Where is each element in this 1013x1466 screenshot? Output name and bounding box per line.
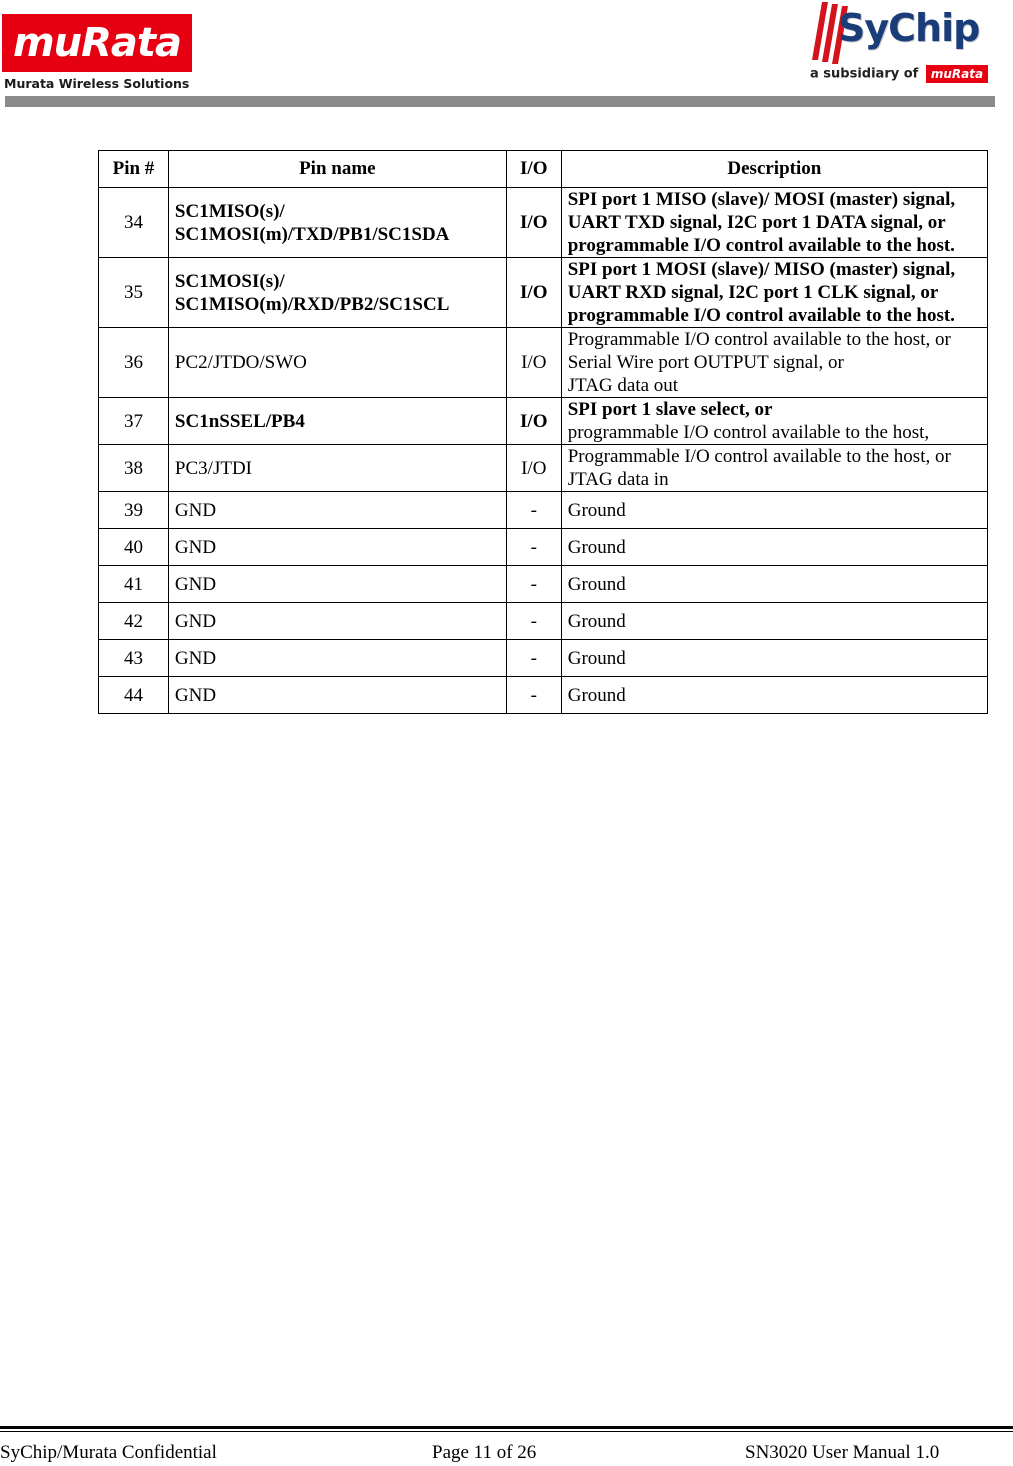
pin-description: Ground: [561, 640, 987, 677]
pin-description: Programmable I/O control available to the host, or Serial Wire port OUTPUT signal, or JTAG data out: [561, 328, 987, 398]
header-divider-bar: [5, 96, 995, 107]
pin-number: 36: [99, 328, 169, 398]
pin-io: -: [506, 566, 561, 603]
table-row: [99, 328, 988, 398]
murata-logo: [2, 14, 194, 94]
pin-name: SC1MISO(s)/ SC1MOSI(m)/TXD/PB1/SC1SDA: [168, 188, 506, 258]
pin-name: GND: [168, 492, 506, 529]
pin-description: Ground: [561, 529, 987, 566]
pin-description: Ground: [561, 603, 987, 640]
sychip-tagline-murata-mark: muRata: [926, 65, 988, 83]
pin-description: SPI port 1 MISO (slave)/ MOSI (master) signal, UART TXD signal, I2C port 1 DATA signal, or programmable I/O control available to the host.: [561, 188, 987, 258]
table-row: [99, 258, 988, 328]
pin-description: SPI port 1 MOSI (slave)/ MISO (master) signal, UART RXD signal, I2C port 1 CLK signal, or programmable I/O control available to the host.: [561, 258, 987, 328]
pin-name: PC3/JTDI: [168, 445, 506, 492]
pin-io: I/O: [506, 328, 561, 398]
table-row: [99, 398, 988, 445]
footer-divider: [0, 1426, 1013, 1429]
table-row: [99, 677, 988, 714]
pin-name: GND: [168, 640, 506, 677]
header-pin-name: Pin name: [168, 151, 506, 188]
pin-name: SC1MOSI(s)/ SC1MISO(m)/RXD/PB2/SC1SCL: [168, 258, 506, 328]
table-row: [99, 529, 988, 566]
pin-number: 35: [99, 258, 169, 328]
pin-description: Ground: [561, 566, 987, 603]
footer-divider-thin: [0, 1431, 1013, 1432]
murata-logo-mark: muRata: [2, 14, 192, 72]
pin-name: GND: [168, 677, 506, 714]
table-row: [99, 188, 988, 258]
pin-name: GND: [168, 603, 506, 640]
pin-io: I/O: [506, 445, 561, 492]
pin-number: 42: [99, 603, 169, 640]
pin-name: GND: [168, 566, 506, 603]
pin-io: I/O: [506, 258, 561, 328]
pin-number: 34: [99, 188, 169, 258]
pin-description: Ground: [561, 677, 987, 714]
table-header-row: [99, 151, 988, 188]
footer-document-title: SN3020 User Manual 1.0: [745, 1442, 940, 1463]
header-io: I/O: [506, 151, 561, 188]
pin-io: -: [506, 603, 561, 640]
pin-name: SC1nSSEL/PB4: [168, 398, 506, 445]
header-description: Description: [561, 151, 987, 188]
pin-io: -: [506, 677, 561, 714]
pin-io: I/O: [506, 398, 561, 445]
pin-io: -: [506, 640, 561, 677]
pin-number: 41: [99, 566, 169, 603]
pin-table: [98, 150, 988, 714]
pin-number: 44: [99, 677, 169, 714]
pin-name: PC2/JTDO/SWO: [168, 328, 506, 398]
murata-tagline: Murata Wireless Solutions: [4, 76, 190, 91]
pin-number: 37: [99, 398, 169, 445]
table-row: [99, 445, 988, 492]
sychip-logo-text: SyChip: [838, 6, 980, 50]
pin-description: Programmable I/O control available to the host, or JTAG data in: [561, 445, 987, 492]
sychip-logo: [790, 0, 1000, 92]
pin-description: Ground: [561, 492, 987, 529]
footer-page-number: Page 11 of 26: [432, 1442, 537, 1463]
footer-confidential: SyChip/Murata Confidential: [0, 1442, 217, 1463]
pin-io: -: [506, 529, 561, 566]
sychip-tagline: a subsidiary of muRata: [810, 65, 988, 83]
pin-io: -: [506, 492, 561, 529]
table-row: [99, 603, 988, 640]
table-row: [99, 566, 988, 603]
table-row: [99, 640, 988, 677]
pin-number: 40: [99, 529, 169, 566]
pin-number: 38: [99, 445, 169, 492]
table-row: [99, 492, 988, 529]
pin-name: GND: [168, 529, 506, 566]
pin-number: 39: [99, 492, 169, 529]
pin-io: I/O: [506, 188, 561, 258]
header-pin-number: Pin #: [99, 151, 169, 188]
pin-description: SPI port 1 slave select, or programmable I/O control available to the host,: [561, 398, 987, 445]
pin-number: 43: [99, 640, 169, 677]
